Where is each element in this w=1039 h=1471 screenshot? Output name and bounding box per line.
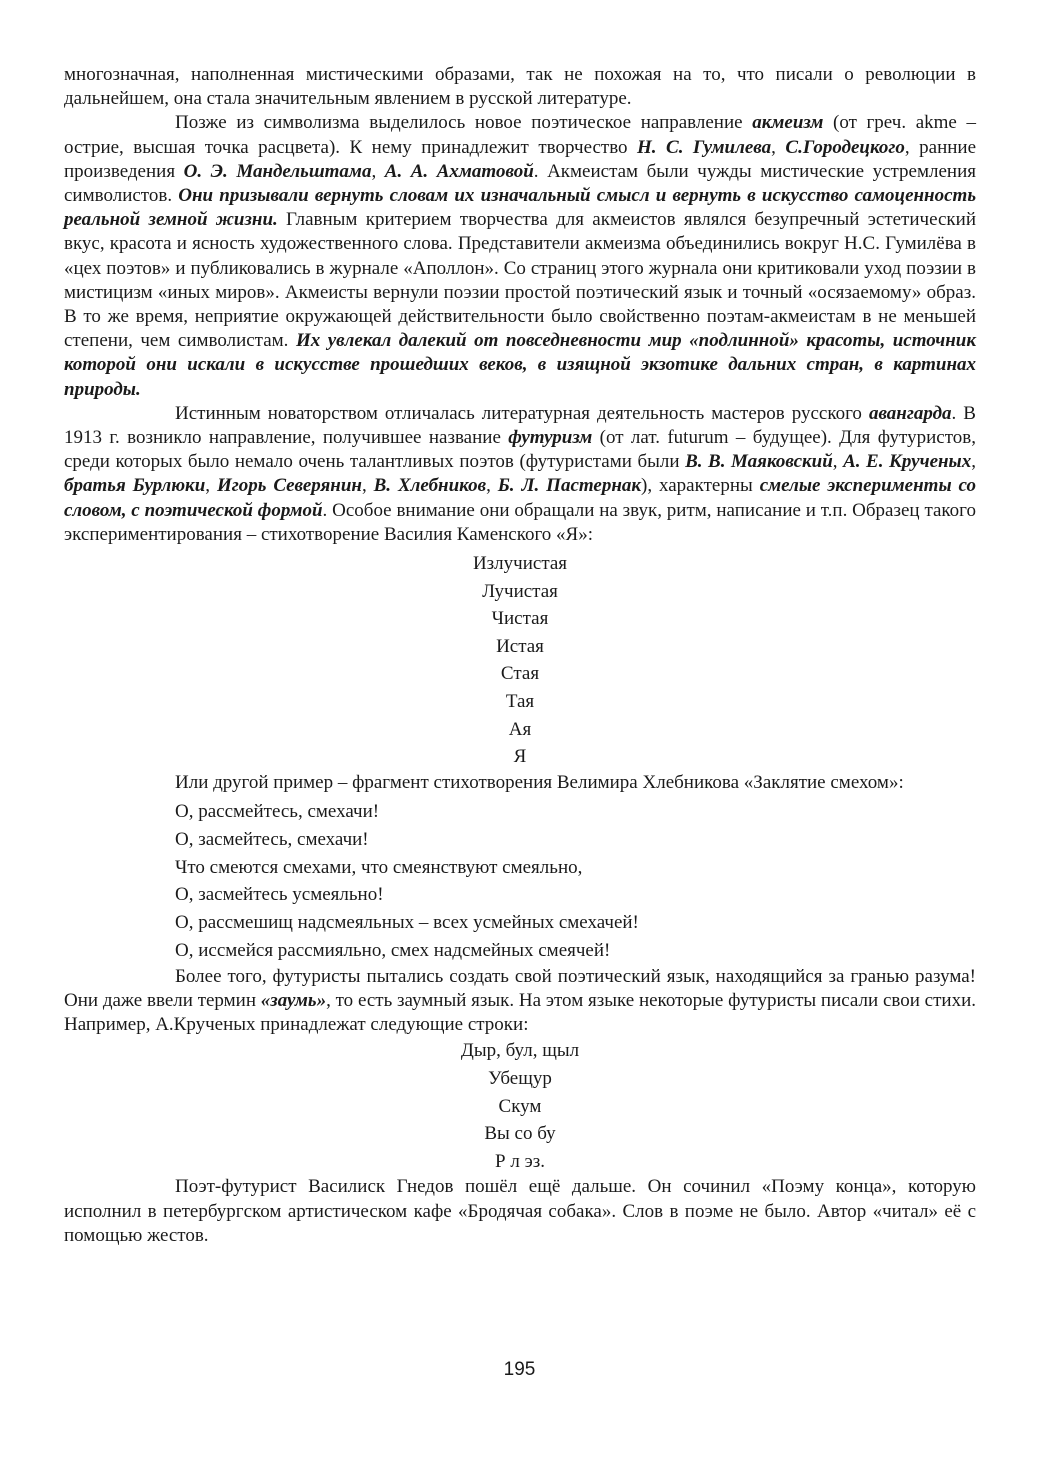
paragraph-gnedov: Поэт-футурист Василиск Гнедов пошёл ещё дальше. Он сочинил «Поэму конца», которую исполнил в петербургском артистическом кафе «Бродячая собака». Слов в поэме не было. Автор «читал» её с помощью жестов. (64, 1176, 976, 1246)
author-name: А. А. Ахматовой (384, 160, 534, 182)
emphasis: смелые эксперименты со словом, с поэтической формой (64, 475, 976, 521)
poem-line: О, засмейтесь, смехачи! (175, 828, 369, 850)
poem-line: Ая (508, 718, 532, 740)
poem-kruchenykh (64, 1037, 976, 1175)
poem-khlebnikov (175, 798, 976, 965)
poem-line: Истая (496, 635, 544, 657)
poem-line: Излучистая (472, 553, 568, 575)
poem-kamensky (64, 550, 976, 771)
poem-line: Чистая (491, 608, 549, 630)
poem-line: Лучистая (482, 580, 558, 602)
author-name: А. Е. Крученых (843, 451, 972, 473)
author-name: О. Э. Мандельштама (183, 160, 372, 182)
poem-line: Убещур (488, 1068, 552, 1089)
emphasis: Их увлекал далекий от повседневности мир «подлинной» красоты, источник которой они искали в искусстве прошедших веков, в изящной экзотике дальних стран, в картинах природы. (64, 330, 976, 400)
author-name: братья Бурлюки (64, 475, 206, 497)
paragraph-khlebnikov-intro: Или другой пример – фрагмент стихотворения Велимира Хлебникова «Заклятие смехом»: (175, 771, 904, 793)
bold-term: авангарда (868, 402, 952, 424)
bold-term: акмеизм (752, 112, 824, 134)
poem-line: Дыр, бул, щыл (460, 1040, 580, 1062)
poem-line: Тая (505, 691, 535, 713)
page-number: 195 (503, 1359, 536, 1380)
poem-line: О, засмейтесь усмеяльно! (175, 884, 384, 906)
paragraph-zaum: Более того, футуристы пытались создать свой поэтический язык, находящийся за гранью разума! Они даже ввели термин «заумь», то есть заумный язык. На этом языке некоторые футуристы писали свои стихи. Например, А.Крученых принадлежат следующие строки: (64, 965, 976, 1036)
poem-line: Р л эз. (495, 1150, 545, 1172)
poem-line: О, рассмешищ надсмеяльных – всех усмейных смехачей! (175, 912, 639, 934)
poem-line: О, рассмейтесь, смехачи! (175, 801, 380, 823)
bold-term: футуризм (508, 427, 593, 449)
paragraph-continuation: многозначная, наполненная мистическими образами, так не похожая на то, что писали о революции в дальнейшем, она стала значительным явлением в русской литературе. (64, 64, 976, 110)
poem-line: О, иссмейся рассмияльно, смех надсмейных смеячей! (175, 940, 611, 961)
author-name: Б. Л. Пастернак (497, 475, 642, 497)
poem-line: Стая (500, 663, 540, 685)
author-name: В. В. Маяковский (685, 451, 833, 473)
poem-line: Скум (498, 1095, 542, 1117)
author-name: С.Городецкого (785, 136, 905, 158)
body-text (64, 63, 976, 1248)
bold-term: «заумь» (260, 990, 327, 1011)
poem-line: Я (513, 746, 527, 768)
author-name: Игорь Северянин (216, 475, 362, 497)
paragraph-futurism: Истинным новаторством отличалась литературная деятельность мастеров русского авангарда. В 1913 г. возникло направление, получившее название футуризм (от лат. futurum – будущее). Для футуристов, среди которых было немало очень талантливых поэтов (футуристами были В. В. Маяковский, А. Е. Крученых, братья Бурлюки, Игорь Северянин, В. Хлебников, Б. Л. Пастернак), характерны смелые эксперименты со словом, с поэтической формой. Особое внимание они обращали на звук, ритм, написание и т.п. Образец такого экспериментирования – стихотворение Василия Каменского «Я»: (64, 402, 976, 545)
poem-line: Вы со бу (484, 1123, 556, 1145)
paragraph-acmeism: Позже из символизма выделилось новое поэтическое направление акмеизм (от греч. akme – острие, высшая точка расцвета). К нему принадлежит творчество Н. С. Гумилева, С.Городецкого, ранние произведения О. Э. Мандельштама, А. А. Ахматовой. Акмеистам были чужды мистические устремления символистов. Они призывали вернуть словам их изначальный смысл и вернуть в искусство самоценность реальной земной жизни. Главным критерием творчества для акмеистов являлся безупречный эстетический вкус, красота и ясность художественного слова. Представители акмеизма объединились вокруг Н.С. Гумилёва в «цех поэтов» и публиковались в журнале «Аполлон». Со страниц этого журнала они критиковали уход поэзии в мистицизм «иных миров». Акмеисты вернули поэзии простой поэтический язык и точный «осязаемому» образ. В то же время, неприятие окружающей действительности было свойственно поэтам-акмеистам в не меньшей степени, чем символистам. Их увлекал далекий от повседневности мир «подлинной» красоты, источник которой они искали в искусстве прошедших веков, в изящной экзотике дальних стран, в картинах природы. (64, 112, 977, 400)
poem-line: Что смеются смехами, что смеянствуют смеяльно, (175, 856, 583, 878)
author-name: Н. С. Гумилева (637, 136, 772, 158)
author-name: В. Хлебников (373, 475, 487, 497)
emphasis: Они призывали вернуть словам их изначальный смысл и вернуть в искусство самоценность реальной земной жизни. (64, 185, 976, 231)
